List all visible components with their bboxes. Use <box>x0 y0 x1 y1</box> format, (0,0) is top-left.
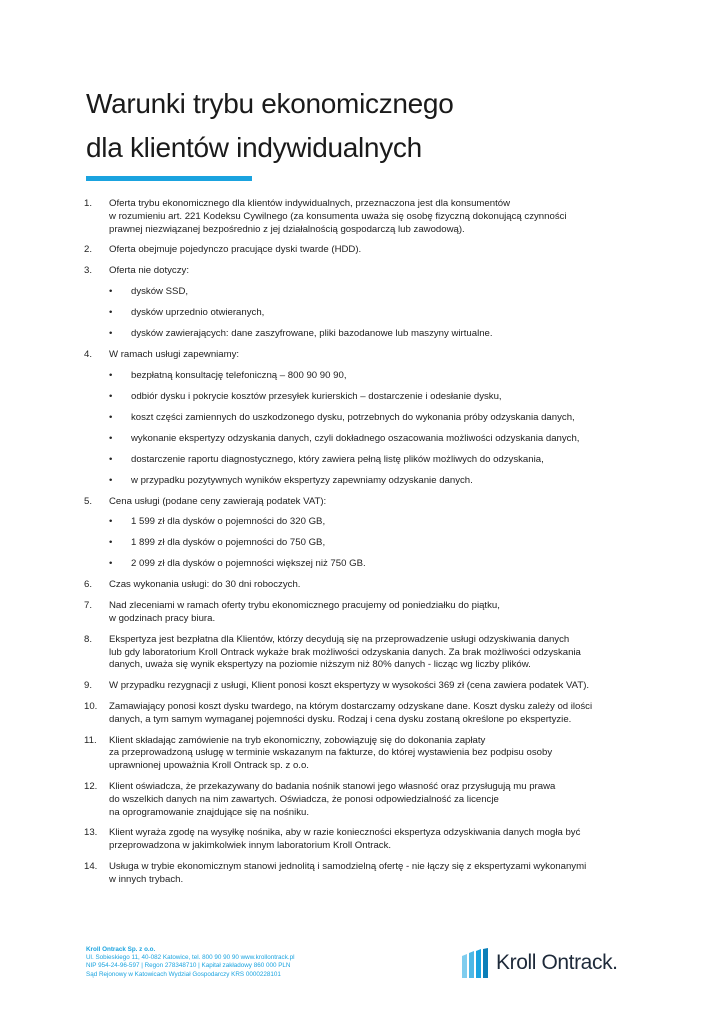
title-line-2: dla klientów indywidualnych <box>86 132 422 163</box>
list-item <box>84 827 644 853</box>
list-item <box>84 861 644 887</box>
list-item <box>84 579 644 592</box>
footer-address: Ul. Sobieskiego 11, 40-082 Katowice, tel. 800 90 90 90 www.krollontrack.pl <box>86 954 295 962</box>
sub-list-item <box>109 328 644 341</box>
sub-list-item <box>109 412 644 425</box>
footer-court: Sąd Rejonowy w Katowicach Wydział Gospodarczy KRS 0000228101 <box>86 970 281 978</box>
list-item-number: 13. <box>84 827 98 839</box>
list-item <box>84 781 644 819</box>
list-item-text: Oferta nie dotyczy: <box>109 265 189 277</box>
sub-list-item <box>109 370 644 383</box>
sub-list <box>109 516 644 571</box>
title-line-1: Warunki trybu ekonomicznego <box>86 88 454 119</box>
sub-list-item <box>109 475 644 488</box>
list-item-number: 14. <box>84 860 98 872</box>
bullet-icon: • <box>109 390 113 402</box>
footer-registration: NIP 954-24-96-597 | Regon 278348710 | Kapitał zakładowy 860 000 PLN <box>86 962 291 970</box>
sub-list-item <box>109 454 644 467</box>
list-item <box>84 265 644 341</box>
sub-list-item <box>109 537 644 550</box>
bullet-icon: • <box>109 474 113 486</box>
list-item-number: 11. <box>84 734 97 746</box>
list-item-text: W przypadku rezygnacji z usługi, Klient ponosi koszt ekspertyzy w wysokości 369 zł (cena zawiera podatek VAT). <box>109 680 590 692</box>
list-item-text: Cena usługi (podane ceny zawierają podatek VAT): <box>109 495 327 507</box>
sub-list-item-text: w przypadku pozytywnych wyników ekspertyzy zapewniamy odzyskanie danych. <box>131 474 473 486</box>
kroll-ontrack-logo <box>462 946 640 980</box>
bullet-icon: • <box>109 453 113 465</box>
sub-list-item-text: wykonanie ekspertyzy odzyskania danych, czyli dokładnego oszacowania możliwości odzyskania danych, <box>131 432 580 444</box>
list-item-text: Ekspertyza jest bezpłatna dla Klientów, którzy decydują się na przeprowadzenie usługi odzyskiwania danych lub gdy laboratorium Kroll Ontrack wykaże brak możliwości odzyskania danych. Za brak możliwości odzyskania danych, uważa się wynik ekspertyzy na poziomie niższym niż 80% danych - licząc wg liczby plików. <box>109 633 581 671</box>
list-item-number: 3. <box>84 265 93 277</box>
sub-list-item <box>109 558 644 571</box>
list-item-text: Klient wyraża zgodę na wysyłkę nośnika, aby w razie konieczności ekspertyza odzyskiwania danych mogła być przeprowadzona w jakimkolwiek innym laboratorium Kroll Ontrack. <box>109 827 581 852</box>
sub-list <box>109 286 644 341</box>
footer-company-name: Kroll Ontrack Sp. z o.o. <box>86 946 156 953</box>
sub-list-item-text: 1 899 zł dla dysków o pojemności do 750 GB, <box>131 537 326 549</box>
list-item-number: 7. <box>84 600 93 612</box>
bullet-icon: • <box>109 411 113 423</box>
list-item-text: Oferta obejmuje pojedynczo pracujące dyski twarde (HDD). <box>109 244 362 256</box>
list-item-text: Oferta trybu ekonomicznego dla klientów indywidualnych, przeznaczona jest dla konsumentów w rozumieniu art. 221 Kodeksu Cywilnego (za konsumenta uważa się osobę fizyczną dokonującą czynności prawnej niezwiązanej bezpośrednio z jej działalnością gospodarczą lub zawodową). <box>109 198 567 235</box>
list-item-text: W ramach usługi zapewniamy: <box>109 348 240 360</box>
list-item-number: 5. <box>84 495 93 507</box>
list-item <box>84 634 644 672</box>
list-item-text: Czas wykonania usługi: do 30 dni roboczych. <box>109 579 301 591</box>
sub-list-item <box>109 391 644 404</box>
sub-list-item <box>109 286 644 299</box>
list-item <box>84 680 644 693</box>
list-item-number: 8. <box>84 633 93 645</box>
list-item-number: 9. <box>84 680 93 692</box>
list-item-number: 2. <box>84 244 93 256</box>
sub-list-item <box>109 433 644 446</box>
sub-list-item-text: dysków SSD, <box>131 285 189 297</box>
bullet-icon: • <box>109 369 113 381</box>
list-item-number: 12. <box>84 780 98 792</box>
logo-text: Kroll Ontrack. <box>496 951 618 974</box>
sub-list-item <box>109 307 644 320</box>
footer-company-info <box>86 946 346 979</box>
sub-list <box>109 370 644 488</box>
sub-list-item-text: bezpłatną konsultację telefoniczną – 800 90 90 90, <box>131 369 347 381</box>
list-item-text: Usługa w trybie ekonomicznym stanowi jednolitą i samodzielną ofertę - nie łączy się z ekspertyzami wykonanymi w innych trybach. <box>109 860 587 885</box>
sub-list-item-text: odbiór dysku i pokrycie kosztów przesyłek kurierskich – dostarczenie i odesłanie dysku, <box>131 390 502 402</box>
bullet-icon: • <box>109 306 113 318</box>
accent-bar <box>86 176 252 181</box>
list-item <box>84 496 644 572</box>
list-item <box>84 349 644 488</box>
terms-list <box>84 198 644 895</box>
sub-list-item-text: dysków zawierających: dane zaszyfrowane, pliki bazodanowe lub maszyny wirtualne. <box>131 327 493 339</box>
bullet-icon: • <box>109 516 113 528</box>
list-item-number: 10. <box>84 700 98 712</box>
bullet-icon: • <box>109 558 113 570</box>
list-item-number: 4. <box>84 348 93 360</box>
sub-list-item <box>109 516 644 529</box>
bullet-icon: • <box>109 285 113 297</box>
list-item <box>84 244 644 257</box>
list-item <box>84 701 644 727</box>
list-item-number: 6. <box>84 579 93 591</box>
bullet-icon: • <box>109 327 113 339</box>
logo-mark-icon <box>462 948 490 978</box>
bullet-icon: • <box>109 537 113 549</box>
sub-list-item-text: 1 599 zł dla dysków o pojemności do 320 GB, <box>131 516 326 528</box>
list-item-number: 1. <box>84 198 93 209</box>
sub-list-item-text: 2 099 zł dla dysków o pojemności większej niż 750 GB. <box>131 558 366 570</box>
list-item-text: Klient oświadcza, że przekazywany do badania nośnik stanowi jego własność oraz przysługują mu prawa do wszelkich danych na nim zawartych. Oświadcza, że ponosi odpowiedzialność za licencje na oprogramowanie znajdujące się na nośniku. <box>109 780 556 818</box>
list-item <box>84 600 644 626</box>
sub-list-item-text: dostarczenie raportu diagnostycznego, który zawiera pełną listę plików możliwych do odzyskania, <box>131 453 544 465</box>
list-item <box>84 735 644 773</box>
sub-list-item-text: dysków uprzednio otwieranych, <box>131 306 265 318</box>
sub-list-item-text: koszt części zamiennych do uszkodzonego dysku, potrzebnych do wykonania próby odzyskania danych, <box>131 411 575 423</box>
page-title <box>86 82 646 170</box>
bullet-icon: • <box>109 432 113 444</box>
list-item-text: Nad zleceniami w ramach oferty trybu ekonomicznego pracujemy od poniedziałku do piątku, w godzinach pracy biura. <box>109 600 500 624</box>
list-item-text: Zamawiający ponosi koszt dysku twardego, na którym dostarczamy odzyskane dane. Koszt dysku zależy od ilości danych, a tym samym wymaganej pojemności dysku. Rodzaj i cena dysku zostaną określone po ekspertyzie. <box>109 700 593 725</box>
list-item <box>84 198 644 236</box>
list-item-text: Klient składając zamówienie na tryb ekonomiczny, zobowiązuję się do dokonania zapłaty za przeprowadzoną usługę w terminie wskazanym na fakturze, do której wystawienia bez podpisu osoby uprawnionej upoważnia Kroll Ontrack sp. z o.o. <box>109 734 553 772</box>
